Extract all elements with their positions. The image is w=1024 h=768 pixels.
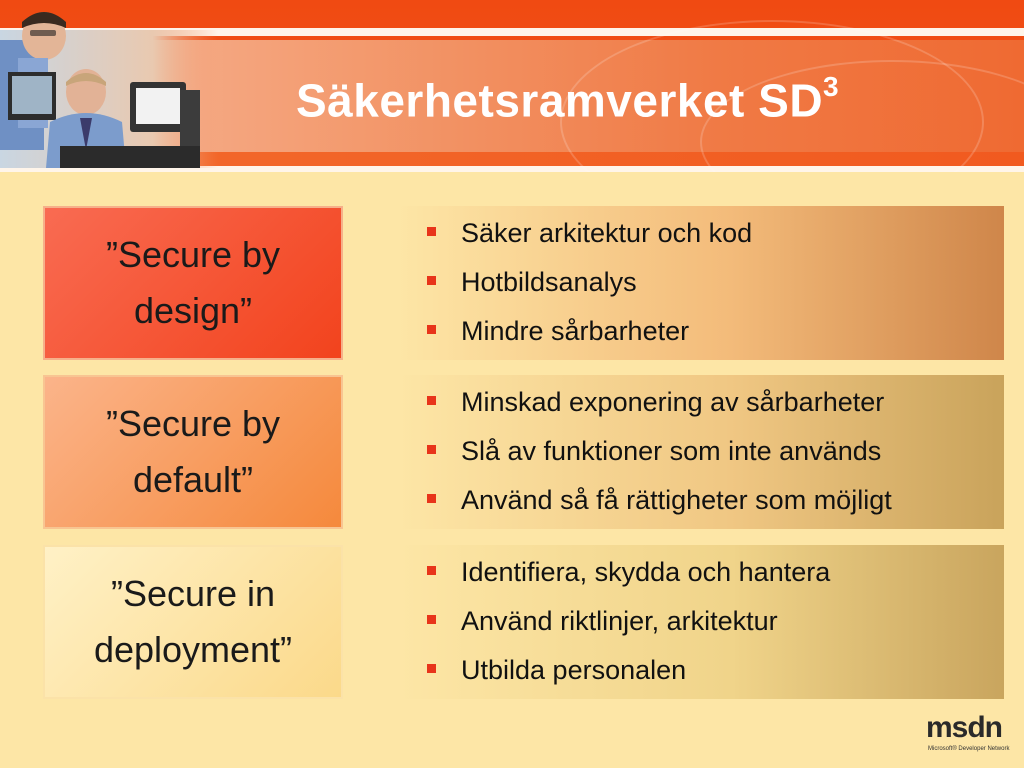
bullet-text: Slå av funktioner som inte används — [461, 436, 882, 466]
bullet-item — [423, 263, 1004, 312]
bullet-square-icon — [427, 325, 436, 334]
slide-title-superscript: 3 — [823, 71, 840, 102]
row-label-text: ”Secure in deployment” — [93, 573, 293, 670]
bullet-square-icon — [427, 276, 436, 285]
bullet-square-icon — [427, 615, 436, 624]
bullet-item — [423, 383, 1004, 432]
bullet-square-icon — [427, 396, 436, 405]
bullet-square-icon — [427, 494, 436, 503]
bullet-item — [423, 214, 1004, 263]
bullet-text: Mindre sårbarheter — [461, 316, 690, 346]
logo-word: msdn — [926, 711, 1003, 744]
bullet-text: Minskad exponering av sårbarheter — [461, 387, 885, 417]
row-label-secure-by-design — [43, 206, 343, 360]
row-label-secure-by-default — [43, 375, 343, 529]
header-banner — [0, 0, 1024, 172]
msdn-logo — [926, 712, 1018, 762]
bullet-text: Använd riktlinjer, arkitektur — [461, 606, 778, 636]
bullet-item — [423, 481, 1004, 530]
bullet-item — [423, 651, 1004, 700]
bullet-text: Hotbildsanalys — [461, 267, 637, 297]
row-panel-secure-by-design — [397, 206, 1004, 360]
slide-title — [296, 56, 839, 126]
logo-tagline: Microsoft® Developer Network — [928, 746, 1010, 752]
bullet-square-icon — [427, 227, 436, 236]
bullet-text: Utbilda personalen — [461, 655, 687, 685]
row-label-text: ”Secure by design” — [105, 234, 281, 331]
row-label-text: ”Secure by default” — [105, 403, 281, 500]
slide-title-text: Säkerhetsramverket SD — [296, 74, 824, 127]
people-at-computers-photo — [0, 0, 218, 168]
bullet-text: Identifiera, skydda och hantera — [461, 557, 831, 587]
row-panel-secure-by-default — [397, 375, 1004, 529]
bullet-item — [423, 312, 1004, 361]
bullet-item — [423, 432, 1004, 481]
bullet-item — [423, 602, 1004, 651]
bullet-square-icon — [427, 664, 436, 673]
bullet-text: Säker arkitektur och kod — [461, 218, 753, 248]
row-label-secure-in-deployment — [43, 545, 343, 699]
bullet-text: Använd så få rättigheter som möjligt — [461, 485, 892, 515]
row-panel-secure-in-deployment — [397, 545, 1004, 699]
bullet-item — [423, 553, 1004, 602]
bullet-square-icon — [427, 445, 436, 454]
bullet-square-icon — [427, 566, 436, 575]
